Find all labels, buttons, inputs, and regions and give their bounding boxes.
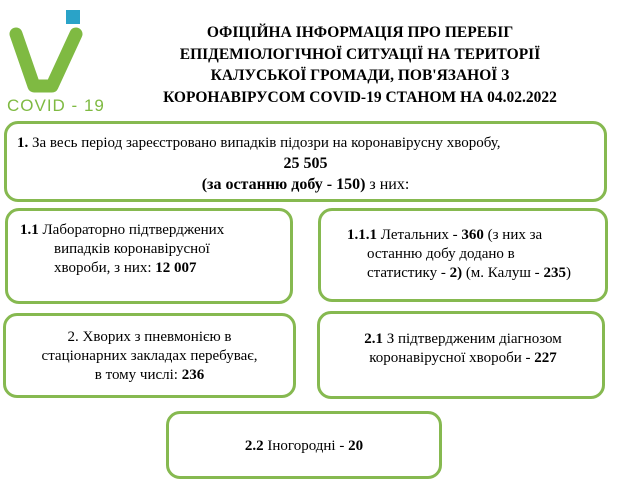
item-text: Лабораторно підтверджених <box>38 222 225 238</box>
item-text: (з них за <box>483 227 543 243</box>
confirmed-diagnosis-box <box>317 311 605 399</box>
pneumonia-line-2: стаціонарних закладах перебуває, <box>41 348 258 364</box>
item-number: 1.1 <box>20 222 39 238</box>
pneumonia-box <box>3 313 296 398</box>
item-number: 2.2 <box>244 438 264 454</box>
item-number: 2.1 <box>364 331 383 347</box>
pneumonia-line-3 <box>12 366 287 385</box>
pneumonia-value: 236 <box>181 367 205 383</box>
lab-confirmed-box <box>5 208 293 304</box>
item-text: Летальних - <box>377 227 462 243</box>
page-title <box>100 22 619 108</box>
deaths-kalush-value: 235 <box>543 265 566 281</box>
lab-line-2: випадків коронавірусної <box>54 241 210 257</box>
logo-caption: COVID - 19 <box>7 96 105 115</box>
deaths-line-1 <box>347 226 599 245</box>
virus-v-icon <box>4 6 100 102</box>
item-text: (м. Калуш - <box>462 265 544 281</box>
item-text: Іногородні - <box>263 438 349 454</box>
nonresident-box <box>166 411 442 479</box>
item-text: коронавірусної хвороби - <box>369 350 535 366</box>
daily-value: 150) <box>336 176 366 193</box>
item-text: За весь період зареєстровано випадків підозри на коронавірусну хворобу, <box>28 135 501 151</box>
lab-line-3 <box>20 259 282 278</box>
title-line: ЕПІДЕМІОЛОГІЧНОЇ СИТУАЦІЇ НА ТЕРИТОРІЇ <box>179 45 541 63</box>
daily-label: (за останню добу - <box>201 176 337 193</box>
pneumonia-line-1: 2. Хворих з пневмонією в <box>67 329 232 345</box>
lab-confirmed-value: 12 007 <box>155 260 197 276</box>
total-suspected-box <box>4 121 607 202</box>
item-number: 1.1.1 <box>347 227 377 243</box>
daily-tail: з них: <box>365 176 410 193</box>
title-line: КАЛУСЬКОЇ ГРОМАДИ, ПОВ'ЯЗАНОЇ З <box>210 67 510 84</box>
lab-line-1 <box>20 221 282 240</box>
total-suspected-text <box>7 134 604 153</box>
total-suspected-value: 25 505 <box>283 155 328 172</box>
title-line: ОФІЦІЙНА ІНФОРМАЦІЯ ПРО ПЕРЕБІГ <box>206 24 514 41</box>
daily-line <box>7 174 604 195</box>
deaths-daily-value: 2) <box>449 265 463 281</box>
deaths-line-2: останню добу додано в <box>367 246 515 262</box>
title-line: КОРОНАВІРУСОМ COVID-19 СТАНОМ НА 04.02.2022 <box>163 88 557 106</box>
nonresident-value: 20 <box>348 438 364 454</box>
diagnosis-value: 227 <box>534 350 557 366</box>
item-text: в тому числі: <box>94 367 182 383</box>
nonresident-line <box>169 437 439 456</box>
diagnosis-line-1 <box>330 330 596 349</box>
deaths-value: 360 <box>461 227 484 243</box>
item-number: 1. <box>17 135 29 151</box>
deaths-line-3 <box>347 264 599 283</box>
item-text: статистику - <box>367 265 450 281</box>
item-text: хвороби, з них: <box>54 260 156 276</box>
item-text: ) <box>565 265 571 281</box>
item-text: З підтвердженим діагнозом <box>382 331 562 347</box>
deaths-box <box>318 208 608 302</box>
diagnosis-line-2 <box>330 349 596 368</box>
